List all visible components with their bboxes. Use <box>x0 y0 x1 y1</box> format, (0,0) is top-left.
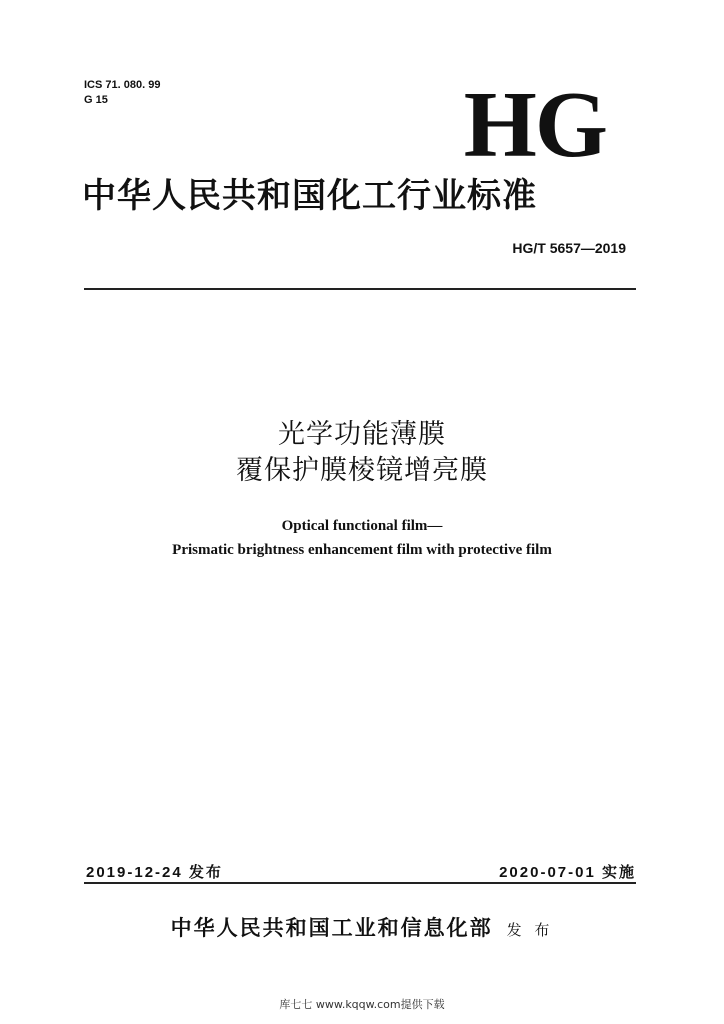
issuer-action: 发 布 <box>506 921 554 939</box>
issuer-line <box>0 912 724 942</box>
download-watermark: 库七七 www.kqqw.com提供下载 <box>279 998 445 1011</box>
ics-code: ICS 71. 080. 99 <box>84 79 161 91</box>
title-en-line2: Prismatic brightness enhancement film with protective film <box>172 542 552 558</box>
ccs-code: G 15 <box>84 94 108 106</box>
bottom-divider <box>84 882 636 884</box>
issue-date: 2019-12-24 发布 <box>86 864 223 881</box>
title-en-line1: Optical functional film— <box>281 518 443 534</box>
top-divider <box>84 288 636 290</box>
standard-number: HG/T 5657—2019 <box>512 240 626 256</box>
implementation-date: 2020-07-01 实施 <box>499 864 636 881</box>
standard-category-title: 中华人民共和国化工行业标准 <box>82 176 537 216</box>
title-cn-line2: 覆保护膜棱镜增亮膜 <box>236 455 488 486</box>
issuer-name: 中华人民共和国工业和信息化部 <box>170 915 493 940</box>
title-cn-line1: 光学功能薄膜 <box>278 419 446 450</box>
classification-codes <box>84 78 160 108</box>
hg-logo: HG <box>463 73 606 177</box>
